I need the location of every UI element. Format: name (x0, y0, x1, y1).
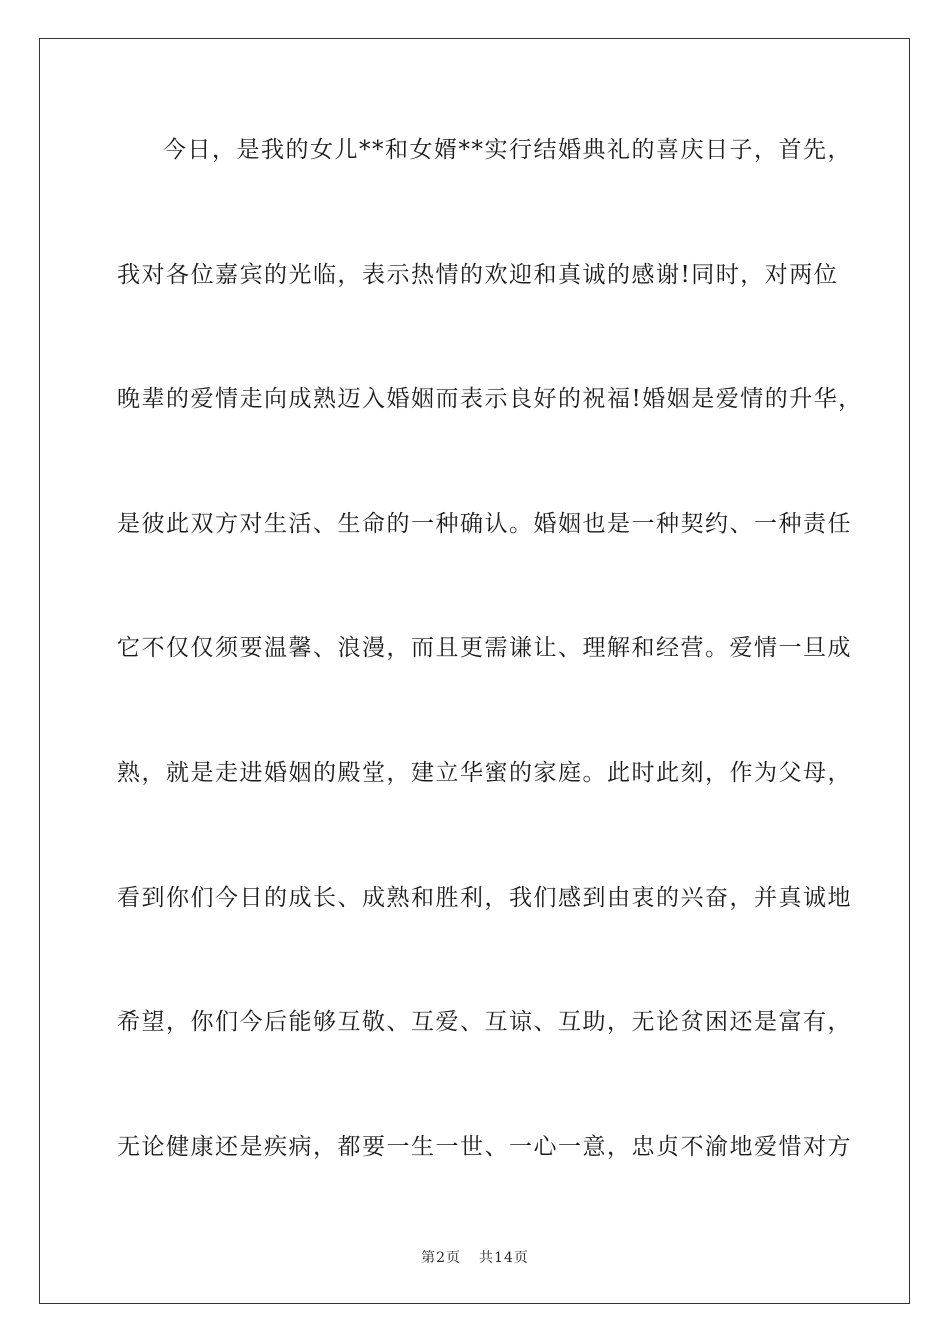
paragraph-line: 希望，你们今后能够互敬、互爱、互谅、互助，无论贫困还是富有， (117, 1009, 852, 1036)
paragraph-line: 我对各位嘉宾的光临，表示热情的欢迎和真诚的感谢!同时，对两位 (117, 261, 839, 288)
paragraph-line: 晚辈的爱情走向成熟迈入婚姻而表示良好的祝福!婚姻是爱情的升华， (117, 386, 863, 413)
page-footer (0, 1247, 950, 1267)
paragraph-line: 今日，是我的女儿**和女婿**实行结婚典礼的喜庆日子，首先， (163, 137, 852, 163)
page-number: 第2页 (421, 1250, 462, 1266)
paragraph-line: 无论健康还是疾病，都要一生一世、一心一意，忠贞不渝地爱惜对方 (117, 1133, 852, 1160)
page-total: 共14页 (479, 1250, 529, 1266)
paragraph-line: 看到你们今日的成长、成熟和胜利，我们感到由衷的兴奋，并真诚地 (117, 884, 852, 911)
paragraph-line: 它不仅仅须要温馨、浪漫，而且更需谦让、理解和经营。爱情一旦成 (117, 635, 852, 662)
paragraph-line: 熟，就是走进婚姻的殿堂，建立华蜜的家庭。此时此刻，作为父母， (117, 759, 852, 786)
paragraph-line: 是彼此双方对生活、生命的一种确认。婚姻也是一种契约、一种责任 (117, 510, 852, 537)
document-body (117, 128, 863, 1249)
